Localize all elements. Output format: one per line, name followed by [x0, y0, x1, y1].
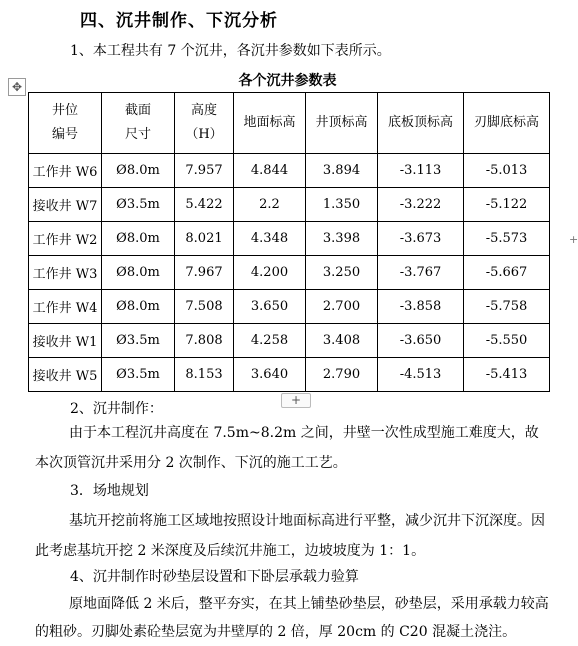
table-cell: -5.013	[464, 154, 550, 188]
column-header-label: 刃脚底标高	[473, 115, 539, 130]
table-cell: 3.640	[234, 358, 306, 392]
table-cell: 2.700	[306, 290, 378, 324]
table-cell: 3.398	[306, 222, 378, 256]
table-cell: -3.222	[378, 188, 464, 222]
table-cell: -3.767	[378, 256, 464, 290]
section-heading: 4、沉井制作时砂垫层设置和下卧层承载力验算	[70, 569, 359, 585]
table-cell: Ø8.0m	[102, 154, 175, 188]
column-header	[464, 93, 550, 154]
table-cell: 4.348	[234, 222, 306, 256]
move-handle-icon[interactable]: ✥	[8, 78, 26, 96]
table-cell: 3.894	[306, 154, 378, 188]
table-cell: 8.021	[175, 222, 234, 256]
column-header-label: （H）	[185, 127, 223, 142]
column-header-label: 底板顶标高	[387, 115, 453, 130]
column-header-label: 截面	[124, 103, 151, 118]
table-cell: 1.350	[306, 188, 378, 222]
table-cell: -3.650	[378, 324, 464, 358]
section-heading: 2、沉井制作：	[70, 401, 163, 417]
column-header	[306, 93, 378, 154]
table-cell: 工作井 W6	[29, 154, 102, 188]
intro-text: 1、本工程共有 7 个沉井，各沉井参数如下表所示。	[70, 43, 391, 59]
table-cell: -5.573	[464, 222, 550, 256]
table-cell: -3.113	[378, 154, 464, 188]
table-row	[29, 324, 550, 358]
column-header-label: 尺寸	[124, 127, 151, 142]
column-header	[102, 93, 175, 154]
column-header-label: 井顶标高	[315, 115, 368, 130]
table-cell: 2.2	[234, 188, 306, 222]
table-cell: 3.650	[234, 290, 306, 324]
table-row	[29, 188, 550, 222]
column-header-label: 地面标高	[243, 115, 296, 130]
table-row	[29, 222, 550, 256]
table-cell: 4.258	[234, 324, 306, 358]
table-cell: -4.513	[378, 358, 464, 392]
section-paragraph: 原地面降低 2 米后，整平夯实，在其上铺垫砂垫层，砂垫层，采用承载力较高的粗砂。刃脚处素砼垫层宽为井壁厚的 2 倍，厚 20cm 的 C20 混凝土浇注。	[35, 596, 549, 640]
table-cell: 7.967	[175, 256, 234, 290]
table-cell: Ø3.5m	[102, 358, 175, 392]
table-cell: Ø3.5m	[102, 188, 175, 222]
section-paragraph: 基坑开挖前将施工区域地按照设计地面标高进行平整，减少沉井下沉深度。因此考虑基坑开挖 2 米深度及后续沉井施工，边坡坡度为 1：1。	[35, 513, 545, 559]
table-cell: 接收井 W7	[29, 188, 102, 222]
table-cell: 4.844	[234, 154, 306, 188]
column-header	[234, 93, 306, 154]
table-cell: -5.550	[464, 324, 550, 358]
column-header	[378, 93, 464, 154]
table-cell: 8.153	[175, 358, 234, 392]
section-heading: 3．场地规划	[70, 483, 149, 499]
table-cell: Ø8.0m	[102, 222, 175, 256]
well-params-table	[28, 92, 550, 392]
column-header	[175, 93, 234, 154]
table-cell: 接收井 W1	[29, 324, 102, 358]
table-row	[29, 358, 550, 392]
table-cell: 工作井 W3	[29, 256, 102, 290]
column-add-marker[interactable]: +	[569, 233, 578, 246]
table-cell: -5.413	[464, 358, 550, 392]
table-cell: Ø3.5m	[102, 324, 175, 358]
table-cell: 3.250	[306, 256, 378, 290]
table-cell: 3.408	[306, 324, 378, 358]
section-paragraph: 由于本工程沉井高度在 7.5m~8.2m 之间，井壁一次性成型施工难度大，故本次顶管沉井采用分 2 次制作、下沉的施工工艺。	[35, 425, 539, 471]
table-cell: -5.758	[464, 290, 550, 324]
table-row	[29, 290, 550, 324]
column-header-label: 编号	[51, 127, 78, 142]
table-cell: 接收井 W5	[29, 358, 102, 392]
add-row-button[interactable]: +	[281, 393, 311, 408]
table-cell: 工作井 W2	[29, 222, 102, 256]
column-header	[29, 93, 102, 154]
table-cell: 2.790	[306, 358, 378, 392]
table-cell: -3.673	[378, 222, 464, 256]
table-row	[29, 256, 550, 290]
table-cell: Ø8.0m	[102, 256, 175, 290]
column-header-label: 高度	[190, 103, 217, 118]
table-cell: -3.858	[378, 290, 464, 324]
section-title: 四、沉井制作、下沉分析	[80, 11, 278, 31]
table-header-row	[29, 93, 550, 154]
table-cell: Ø8.0m	[102, 290, 175, 324]
table-caption: 各个沉井参数表	[238, 73, 337, 89]
table-body	[29, 154, 550, 392]
table-row	[29, 154, 550, 188]
table-cell: 7.508	[175, 290, 234, 324]
table-cell: -5.122	[464, 188, 550, 222]
table-cell: 4.200	[234, 256, 306, 290]
table-cell: 7.808	[175, 324, 234, 358]
table-cell: 7.957	[175, 154, 234, 188]
column-header-label: 井位	[51, 103, 78, 118]
table-cell: -5.667	[464, 256, 550, 290]
table-cell: 5.422	[175, 188, 234, 222]
table-cell: 工作井 W4	[29, 290, 102, 324]
